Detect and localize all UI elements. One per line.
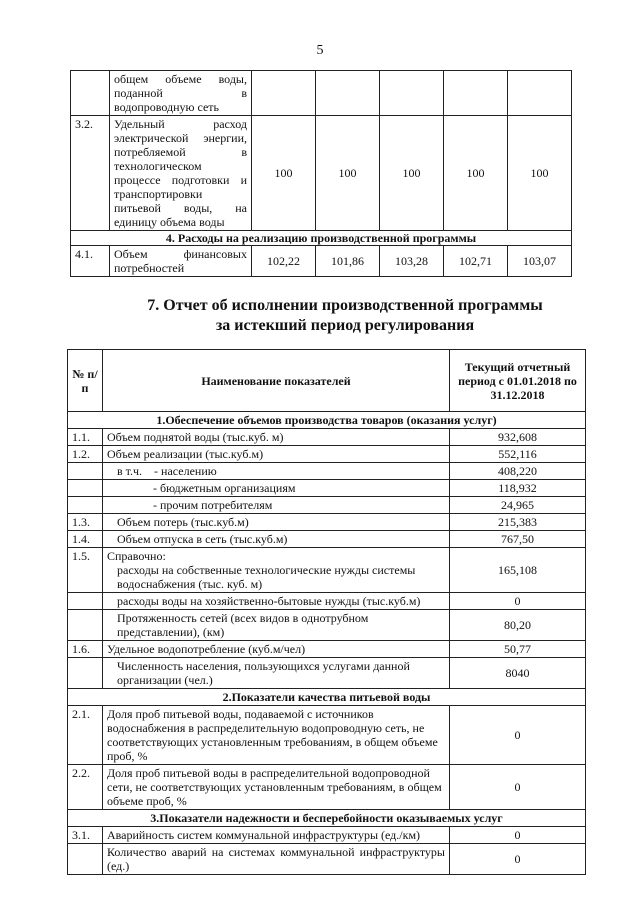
row-number [71,71,110,116]
indicator-name: в т.ч. - населению [103,463,450,480]
text-line: единицу объема воды [114,215,225,229]
section-title [0,296,640,336]
value-cell: 80,20 [450,610,586,641]
value-cell: 408,220 [450,463,586,480]
text-line: процессе подготовки и [114,173,247,187]
section-row [68,689,586,706]
value-cell: 932,608 [450,429,586,446]
section-row [68,412,586,429]
table-row [68,827,586,844]
table-row [68,531,586,548]
row-number [68,497,103,514]
value-cell: 215,383 [450,514,586,531]
table-row [71,71,572,116]
table-row [68,548,586,593]
row-number: 1.5. [68,548,103,593]
row-number: 1.1. [68,429,103,446]
value-cell [508,71,572,116]
indicator-name: Численность населения, пользующихся услугами данной организации (чел.) [103,658,450,689]
column-header-name: Наименование показателей [103,350,450,412]
row-number: 1.3. [68,514,103,531]
value-cell: 100 [380,116,444,231]
indicator-name: Удельное водопотребление (куб.м/чел) [103,641,450,658]
row-number: 2.2. [68,765,103,810]
table-row [68,446,586,463]
value-cell: 0 [450,765,586,810]
row-number [68,463,103,480]
value-cell: 103,28 [380,246,444,277]
table-row [68,641,586,658]
indicator-name: Протяженность сетей (всех видов в однотрубном представлении), (км) [103,610,450,641]
section-row [71,231,572,246]
value-cell [444,71,508,116]
table-row [68,593,586,610]
page-number: 5 [316,43,324,58]
value-cell: 50,77 [450,641,586,658]
value-cell: 102,22 [252,246,316,277]
indicator-name: Объем реализации (тыс.куб.м) [103,446,450,463]
table-row [71,116,572,231]
value-cell: 0 [450,706,586,765]
report-table [67,349,586,875]
row-number: 3.1. [68,827,103,844]
table-row [68,658,586,689]
indicator-name: Доля проб питьевой воды в распределительной водопроводной сети, не соответствующих установленным требованиям, в общем объеме проб, % [103,765,450,810]
title-line: 7. Отчет об исполнении производственной программы [147,297,543,314]
section-heading: 1.Обеспечение объемов производства товаров (оказания услуг) [68,412,586,429]
value-cell: 118,932 [450,480,586,497]
indicator-name: Аварийность систем коммунальной инфраструктуры (ед./км) [103,827,450,844]
row-number [68,593,103,610]
table-row [71,246,572,277]
table-row [68,480,586,497]
column-header-number: № п/п [68,350,103,412]
value-cell: 552,116 [450,446,586,463]
row-number: 1.2. [68,446,103,463]
table-row [68,514,586,531]
row-number [68,844,103,875]
value-cell: 0 [450,844,586,875]
title-line: за истекший период регулирования [215,317,475,334]
text-line: Объем финансовых [114,247,247,261]
indicator-name: Количество аварий на системах коммунальной инфраструктуры (ед.) [103,844,450,875]
value-cell: 100 [252,116,316,231]
value-cell: 8040 [450,658,586,689]
value-cell: 24,965 [450,497,586,514]
value-cell: 0 [450,827,586,844]
table-row [68,706,586,765]
sub-indicator: расходы на собственные технологические нужды системы водоснабжения (тыс. куб. м) [117,563,416,591]
value-cell: 103,07 [508,246,572,277]
table-row [68,765,586,810]
value-cell: 100 [316,116,380,231]
value-cell: 767,50 [450,531,586,548]
value-cell: 102,71 [444,246,508,277]
row-number [68,480,103,497]
row-number: 1.6. [68,641,103,658]
column-header-period: Текущий отчетный период с 01.01.2018 по 31.12.2018 [450,350,586,412]
value-cell [252,71,316,116]
reference-label: Справочно: [107,549,166,563]
value-cell: 100 [444,116,508,231]
indicator-name [110,116,252,231]
row-number: 3.2. [71,116,110,231]
table-row [68,610,586,641]
indicator-name [110,71,252,116]
value-cell: 0 [450,593,586,610]
row-number [68,610,103,641]
indicator-name: Объем отпуска в сеть (тыс.куб.м) [103,531,450,548]
section-heading: 2.Показатели качества питьевой воды [68,689,586,706]
value-cell: 101,86 [316,246,380,277]
indicator-name: - прочим потребителям [103,497,450,514]
value-cell [316,71,380,116]
indicator-name [103,548,450,593]
text-line: потребностей [114,261,185,275]
value-cell: 165,108 [450,548,586,593]
row-number: 4.1. [71,246,110,277]
value-cell [380,71,444,116]
text-line: поданной в [114,86,247,100]
row-number: 2.1. [68,706,103,765]
text-line: Удельный расход [114,117,247,131]
header-row [68,350,586,412]
indicator-name: Объем поднятой воды (тыс.куб. м) [103,429,450,446]
section-heading: 4. Расходы на реализацию производственной программы [71,231,572,246]
indicator-name: - бюджетным организациям [103,480,450,497]
text-line: общем объеме воды, [114,72,247,86]
row-number [68,658,103,689]
continued-table [70,70,572,277]
text-line: водопроводную сеть [114,100,220,114]
indicator-name: Объем потерь (тыс.куб.м) [103,514,450,531]
text-line: питьевой воды, на [114,201,247,215]
table-row [68,844,586,875]
text-line: транспортировки [114,187,203,201]
value-cell: 100 [508,116,572,231]
table-row [68,429,586,446]
table-row [68,497,586,514]
section-heading: 3.Показатели надежности и бесперебойности оказываемых услуг [68,810,586,827]
indicator-name [110,246,252,277]
text-line: электрической энергии, [114,131,247,145]
section-row [68,810,586,827]
text-line: потребляемой в [114,145,247,159]
text-line: технологическом [114,159,202,173]
table-row [68,463,586,480]
indicator-name: Доля проб питьевой воды, подаваемой с источников водоснабжения в распределительную водопроводную сеть, не соответствующих установленным требованиям, в общем объеме проб, % [103,706,450,765]
indicator-name: расходы воды на хозяйственно-бытовые нужды (тыс.куб.м) [103,593,450,610]
row-number: 1.4. [68,531,103,548]
